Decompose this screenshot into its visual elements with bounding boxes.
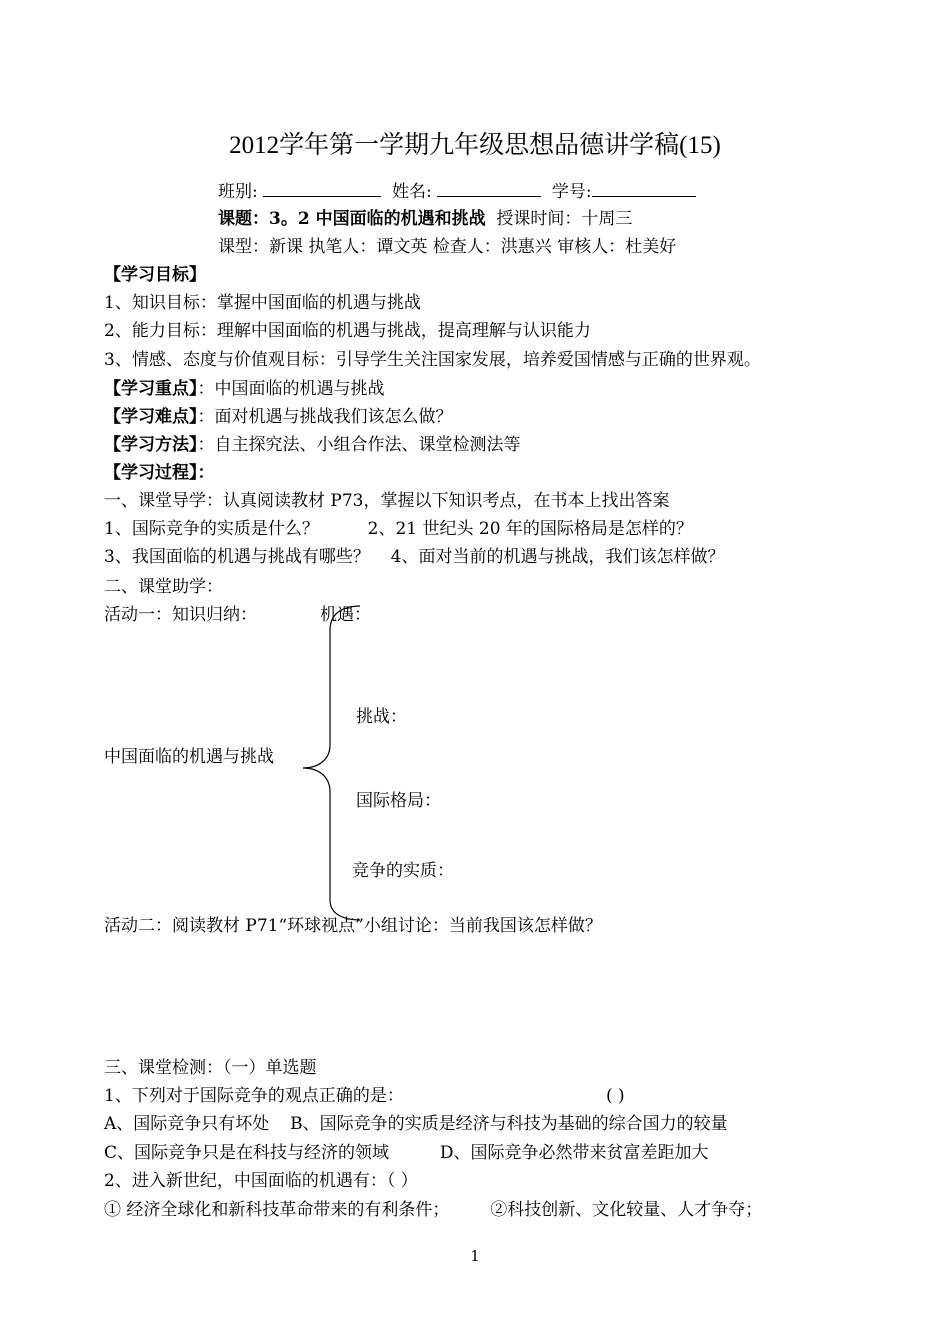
question-1: 1、国际竞争的实质是什么？: [104, 519, 319, 539]
topic-label: 课题：3。2 中国面临的机遇和挑战: [218, 209, 486, 229]
difficulty-label: 【学习难点】: [104, 407, 198, 427]
name-label: 姓名:: [391, 182, 432, 202]
answer-bracket[interactable]: ( ): [606, 1086, 625, 1106]
option-line: [104, 1142, 708, 1164]
method-text: ：自主探究法、小组合作法、课堂检测法等: [197, 435, 521, 455]
activity2-text: 活动二：阅读教材 P71“环球视点”小组讨论：当前我国该怎样做？: [104, 916, 602, 936]
process-text: ：: [197, 463, 215, 483]
option-line: [104, 1113, 728, 1135]
option-a: A、国际竞争只有坏处: [104, 1114, 270, 1134]
key-point-text: ：中国面临的机遇与挑战: [197, 379, 385, 399]
section3-heading: 三、课堂检测：（一）单选题: [104, 1058, 317, 1078]
mc-question-1: 1、下列对于国际竞争的观点正确的是：: [104, 1086, 404, 1106]
branch-international-pattern: 国际格局：: [356, 791, 441, 811]
page-number: 1: [470, 1247, 480, 1265]
section2-heading: 二、课堂助学：: [104, 577, 223, 597]
method-label: 【学习方法】: [104, 435, 198, 455]
class-label: 班别:: [218, 182, 258, 202]
time-label: 授课时间：十周三: [496, 209, 633, 229]
key-point-label: 【学习重点】: [104, 379, 198, 399]
knowledge-root: 中国面临的机遇与挑战: [104, 747, 274, 767]
option-c: C、国际竞争只是在科技与经济的领域: [104, 1143, 390, 1163]
activity1-label: 活动一：知识归纳：: [104, 605, 257, 625]
process-label: 【学习过程】: [104, 463, 198, 483]
option-b: B、国际竞争的实质是经济与科技为基础的综合国力的较量: [290, 1114, 728, 1134]
goals-heading: 【学习目标】: [104, 265, 206, 285]
goal-item: 3、情感、态度与价值观目标：引导学生关注国家发展，培养爱国情感与正确的世界观。: [104, 350, 761, 370]
branch-competition-essence: 竞争的实质：: [352, 861, 454, 881]
question-4: 4、面对当前的机遇与挑战，我们该怎样做？: [390, 547, 725, 567]
difficulty-text: ：面对机遇与挑战我们该怎么做？: [197, 407, 453, 427]
number-label: 学号:: [551, 182, 592, 202]
branch-challenge: 挑战：: [356, 707, 407, 727]
option-2: ②科技创新、文化较量、人才争夺；: [490, 1200, 763, 1220]
section1-heading: 一、课堂导学：认真阅读教材 P73，掌握以下知识考点，在书本上找出答案: [104, 491, 670, 511]
goal-item: 1、知识目标：掌握中国面临的机遇与挑战: [104, 293, 421, 313]
question-3: 3、我国面临的机遇与挑战有哪些？: [104, 547, 370, 567]
option-1: ① 经济全球化和新科技革命带来的有利条件；: [104, 1200, 450, 1220]
goal-item: 2、能力目标：理解中国面临的机遇与挑战，提高理解与认识能力: [104, 321, 591, 341]
branch-opportunity: 机遇：: [320, 605, 371, 625]
document-title: 2012学年第一学期九年级思想品德讲学稿(15): [229, 132, 721, 159]
question-2: 2、21 世纪头 20 年的国际格局是怎样的？: [367, 519, 693, 539]
option-line: [104, 1199, 762, 1221]
mc-question-2: 2、进入新世纪，中国面临的机遇有：（ ）: [104, 1171, 418, 1191]
option-d: D、国际竞争必然带来贫富差距加大: [439, 1143, 709, 1163]
meta-line: 课型：新课 执笔人：谭文英 检查人：洪惠兴 审核人：杜美好: [218, 237, 677, 257]
